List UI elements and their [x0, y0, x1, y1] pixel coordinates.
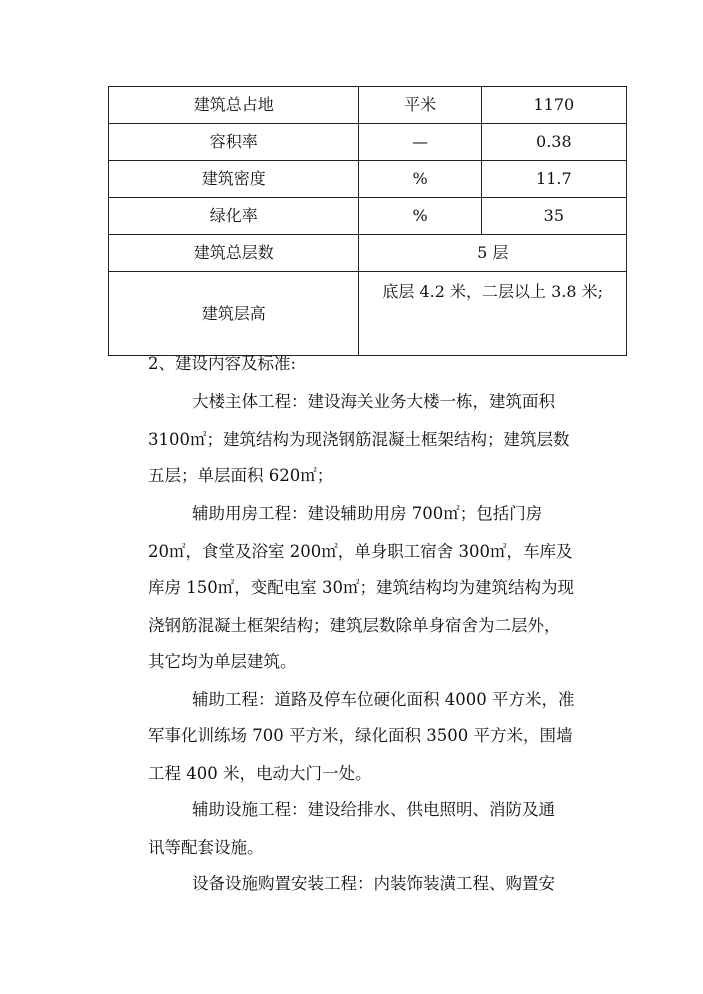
row-label: 绿化率 [109, 198, 359, 235]
row-label: 容积率 [109, 124, 359, 161]
row-value: 0.38 [481, 124, 626, 161]
table-row [109, 124, 627, 161]
paragraph-line: 大楼主体工程：建设海关业务大楼一栋，建筑面积 [192, 392, 555, 411]
paragraph-line: 军事化训练场 700 平方米，绿化面积 3500 平方米，围墙 [148, 726, 573, 745]
row-value: 1170 [481, 87, 626, 124]
paragraph-line: 3100㎡；建筑结构为现浇钢筋混凝土框架结构；建筑层数 [148, 430, 570, 449]
height-value: 底层 4.2 米，二层以上 3.8 米; [359, 272, 627, 356]
row-value: 35 [481, 198, 626, 235]
paragraph-line: 其它均为单层建筑。 [148, 652, 297, 671]
floors-value: 5 层 [359, 235, 627, 272]
row-label: 建筑密度 [109, 161, 359, 198]
row-unit: % [359, 161, 481, 198]
paragraph-line: 库房 150㎡，变配电室 30㎡；建筑结构均为建筑结构为现 [148, 578, 574, 597]
paragraph-line: 浇钢筋混凝土框架结构；建筑层数除单身宿舍为二层外， [148, 616, 561, 635]
table-row [109, 272, 627, 356]
project-spec-table [108, 86, 627, 356]
section-heading: 2、建设内容及标准: [148, 354, 297, 373]
paragraph-line: 讯等配套设施。 [148, 838, 264, 857]
row-unit: 平米 [359, 87, 481, 124]
table-row [109, 235, 627, 272]
paragraph-line: 五层；单层面积 620㎡； [148, 466, 334, 485]
table-row [109, 87, 627, 124]
row-unit: — [359, 124, 481, 161]
floors-label: 建筑总层数 [109, 235, 359, 272]
table-row [109, 198, 627, 235]
paragraph-line: 辅助工程：道路及停车位硬化面积 4000 平方米，准 [192, 690, 575, 709]
table-row [109, 161, 627, 198]
paragraph-line: 辅助用房工程：建设辅助用房 700㎡；包括门房 [192, 504, 543, 523]
height-label: 建筑层高 [109, 272, 359, 356]
paragraph-line: 设备设施购置安装工程：内装饰装潢工程、购置安 [192, 874, 555, 893]
row-label: 建筑总占地 [109, 87, 359, 124]
row-unit: % [359, 198, 481, 235]
paragraph-line: 辅助设施工程：建设给排水、供电照明、消防及通 [192, 800, 555, 819]
paragraph-line: 20㎡，食堂及浴室 200㎡，单身职工宿舍 300㎡，车库及 [148, 542, 573, 561]
paragraph-line: 工程 400 米，电动大门一处。 [148, 764, 372, 783]
row-value: 11.7 [481, 161, 626, 198]
